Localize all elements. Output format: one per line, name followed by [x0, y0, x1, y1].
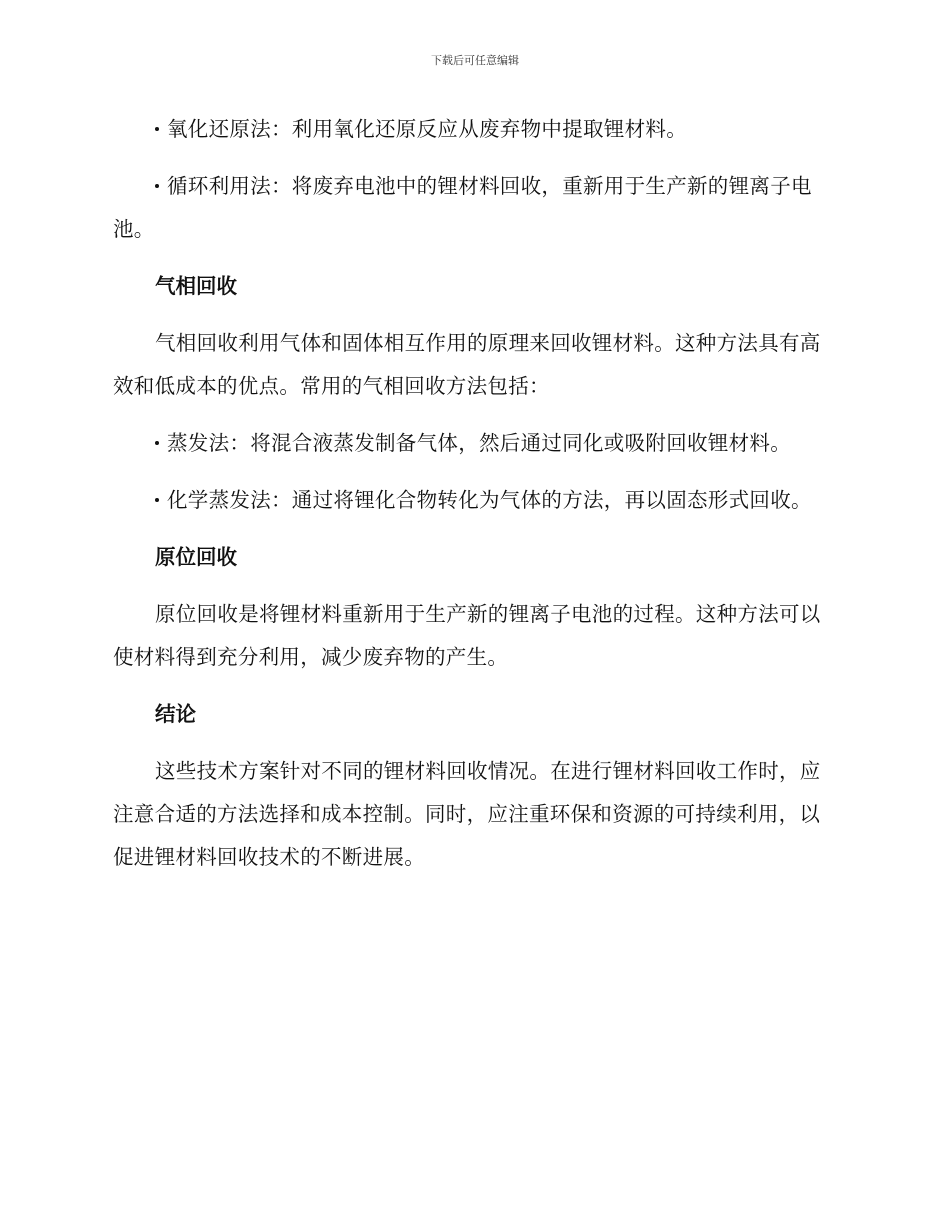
paragraph-conclusion: 这些技术方案针对不同的锂材料回收情况。在进行锂材料回收工作时，应注意合适的方法选择和成本控制。同时，应注重环保和资源的可持续利用，以促进锂材料回收技术的不断进展。 [113, 759, 821, 869]
bullet-text: 蒸发法：将混合液蒸发制备气体，然后通过同化或吸附回收锂材料。 [167, 431, 791, 455]
bullet-icon [155, 184, 159, 188]
bullet-text: 循环利用法：将废弃电池中的锂材料回收，重新用于生产新的锂离子电池。 [113, 174, 812, 241]
section-heading-gas: 气相回收 [155, 274, 237, 298]
bullet-icon [155, 498, 159, 502]
bullet-item-redox [113, 108, 835, 151]
section-heading-conclusion: 结论 [155, 702, 196, 726]
bullet-icon [155, 127, 159, 131]
bullet-item-recycle [113, 165, 835, 251]
page-header: 下载后可任意编辑 [431, 54, 519, 67]
section-heading-insitu: 原位回收 [155, 545, 237, 569]
bullet-text: 氧化还原法：利用氧化还原反应从废弃物中提取锂材料。 [167, 117, 687, 141]
document-body [113, 108, 835, 893]
bullet-item-chemical-evaporation [113, 479, 835, 522]
bullet-item-evaporation [113, 422, 835, 465]
paragraph-insitu: 原位回收是将锂材料重新用于生产新的锂离子电池的过程。这种方法可以使材料得到充分利用，减少废弃物的产生。 [113, 602, 821, 669]
bullet-text: 化学蒸发法：通过将锂化合物转化为气体的方法，再以固态形式回收。 [167, 488, 812, 512]
paragraph-gas: 气相回收利用气体和固体相互作用的原理来回收锂材料。这种方法具有高效和低成本的优点。常用的气相回收方法包括： [113, 331, 821, 398]
bullet-icon [155, 441, 159, 445]
